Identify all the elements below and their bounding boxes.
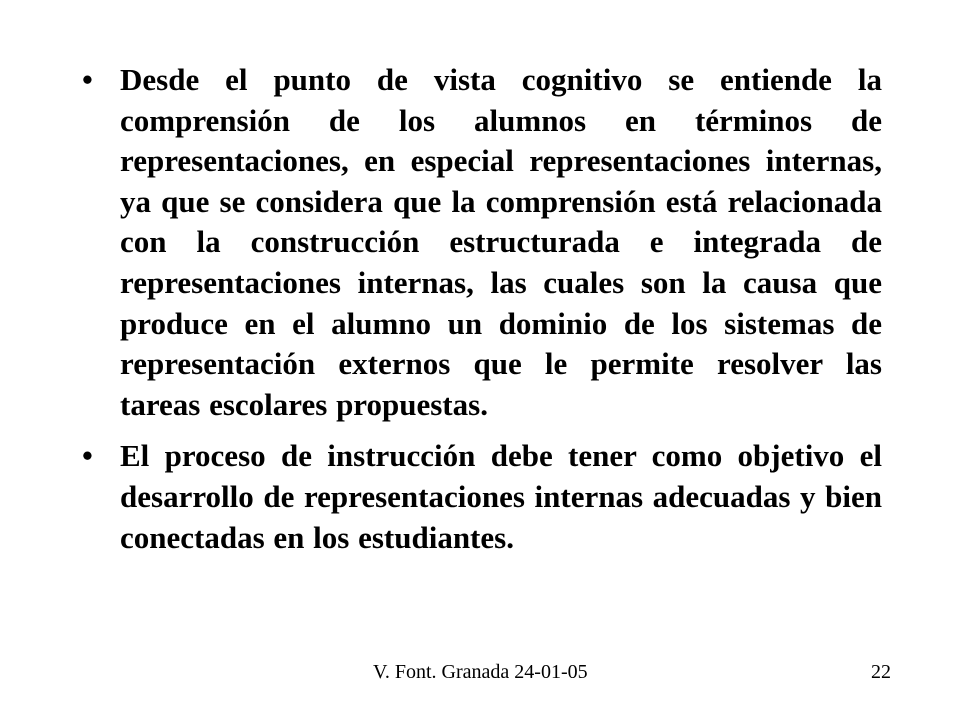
footer-author-date: V. Font. Granada 24-01-05 (373, 661, 588, 683)
bullet-icon: • (82, 438, 93, 474)
bullet-item-instruction-process (82, 436, 882, 558)
bullet-text: Desde el punto de vista cognitivo se entiende la comprensión de los alumnos en términos de representaciones, en especial representaciones internas, ya que se considera que la comprensión está relacionada con la construcción estructurada e integrada de representaciones internas, las cuales son la causa que produce en el alumno un dominio de los sistemas de representación externos que le permite resolver las tareas escolares propuestas. (120, 62, 882, 422)
bullet-item-cognitive-view (82, 60, 882, 425)
bullet-list (82, 60, 882, 558)
slide-number: 22 (871, 661, 891, 683)
bullet-icon: • (82, 62, 93, 97)
bullet-text: El proceso de instrucción debe tener como objetivo el desarrollo de representaciones internas adecuadas y bien conectadas en los estudiantes. (120, 438, 882, 555)
